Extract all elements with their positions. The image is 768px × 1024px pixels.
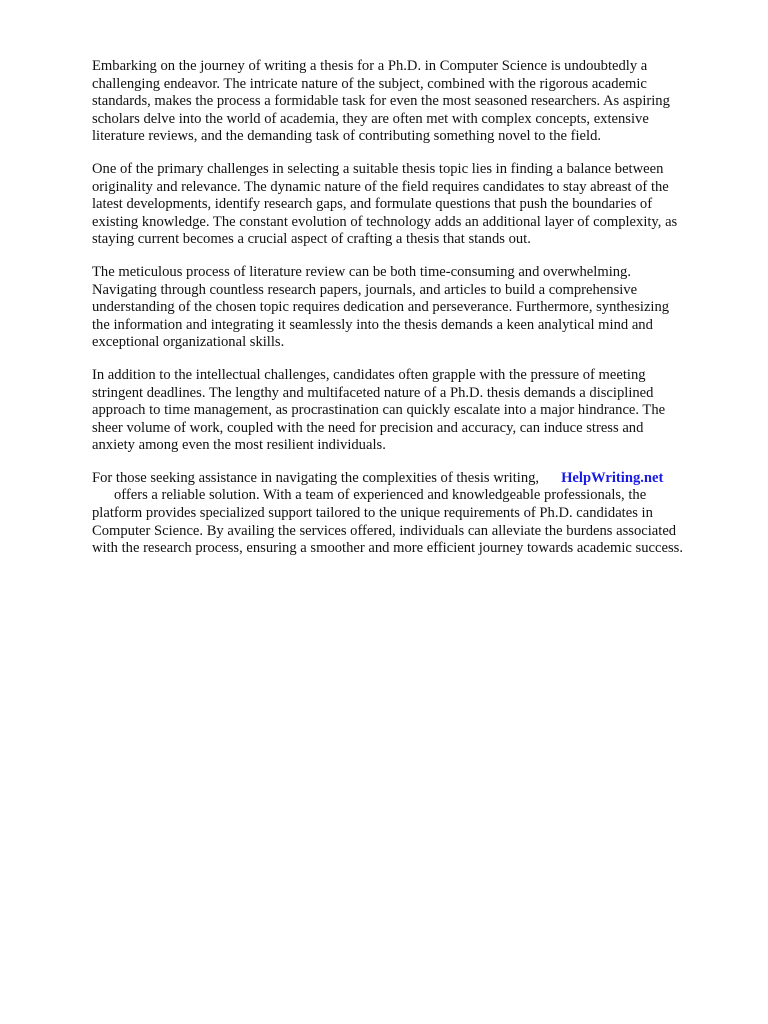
text-line: Embarking on the journey of writing a thesis for a Ph.D. in Computer Science is undoubtedly a <box>92 58 648 74</box>
document-body <box>92 58 722 573</box>
text-line: literature reviews, and the demanding task of contributing something novel to the field. <box>92 128 602 145</box>
text-line: anxiety among even the most resilient individuals. <box>92 437 386 454</box>
text-line: exceptional organizational skills. <box>92 334 285 351</box>
text-line: understanding of the chosen topic requires dedication and perseverance. Furthermore, synthesizing <box>92 299 670 316</box>
paragraph-deadlines <box>92 367 722 455</box>
text-line: platform provides specialized support tailored to the unique requirements of Ph.D. candidates in <box>92 505 653 522</box>
text-line: Computer Science. By availing the services offered, individuals can alleviate the burdens associated <box>92 522 677 539</box>
text-line: latest developments, identify research gaps, and formulate questions that push the boundaries of <box>92 196 653 213</box>
text-line: One of the primary challenges in selecting a suitable thesis topic lies in finding a balance between <box>92 160 664 177</box>
helpwriting-link[interactable]: HelpWriting.net <box>561 469 664 486</box>
text-line: scholars delve into the world of academia, they are often met with complex concepts, extensive <box>92 110 649 127</box>
text-line: approach to time management, as procrastination can quickly escalate into a major hindrance. The <box>92 402 666 419</box>
paragraph-topic-challenges <box>92 161 722 249</box>
text-line <box>92 470 722 488</box>
paragraph-literature-review <box>92 264 722 352</box>
text-line: In addition to the intellectual challenges, candidates often grapple with the pressure of meeting <box>92 366 646 383</box>
text-line: sheer volume of work, coupled with the need for precision and accuracy, can induce stress and <box>92 419 644 436</box>
text-line: standards, makes the process a formidable task for even the most seasoned researchers. As aspiring <box>92 93 670 110</box>
text-line: stringent deadlines. The lengthy and multifaceted nature of a Ph.D. thesis demands a disciplined <box>92 384 654 401</box>
assistance-intro-text: For those seeking assistance in navigating the complexities of thesis writing, <box>92 469 540 486</box>
text-line: offers a reliable solution. With a team of experienced and knowledgeable professionals, the <box>114 487 647 504</box>
text-line: originality and relevance. The dynamic nature of the field requires candidates to stay abreast of the <box>92 178 669 195</box>
paragraph-intro <box>92 58 722 146</box>
text-line: The meticulous process of literature review can be both time-consuming and overwhelming. <box>92 263 631 280</box>
paragraph-assistance <box>92 470 722 558</box>
text-line: challenging endeavor. The intricate nature of the subject, combined with the rigorous academic <box>92 75 647 92</box>
text-line: staying current becomes a crucial aspect of crafting a thesis that stands out. <box>92 231 531 248</box>
text-line: existing knowledge. The constant evolution of technology adds an additional layer of complexity, as <box>92 213 678 230</box>
text-line: with the research process, ensuring a smoother and more efficient journey towards academic success. <box>92 540 683 557</box>
text-line: the information and integrating it seamlessly into the thesis demands a keen analytical mind and <box>92 316 653 333</box>
text-line: Navigating through countless research papers, journals, and articles to build a comprehensive <box>92 281 638 298</box>
